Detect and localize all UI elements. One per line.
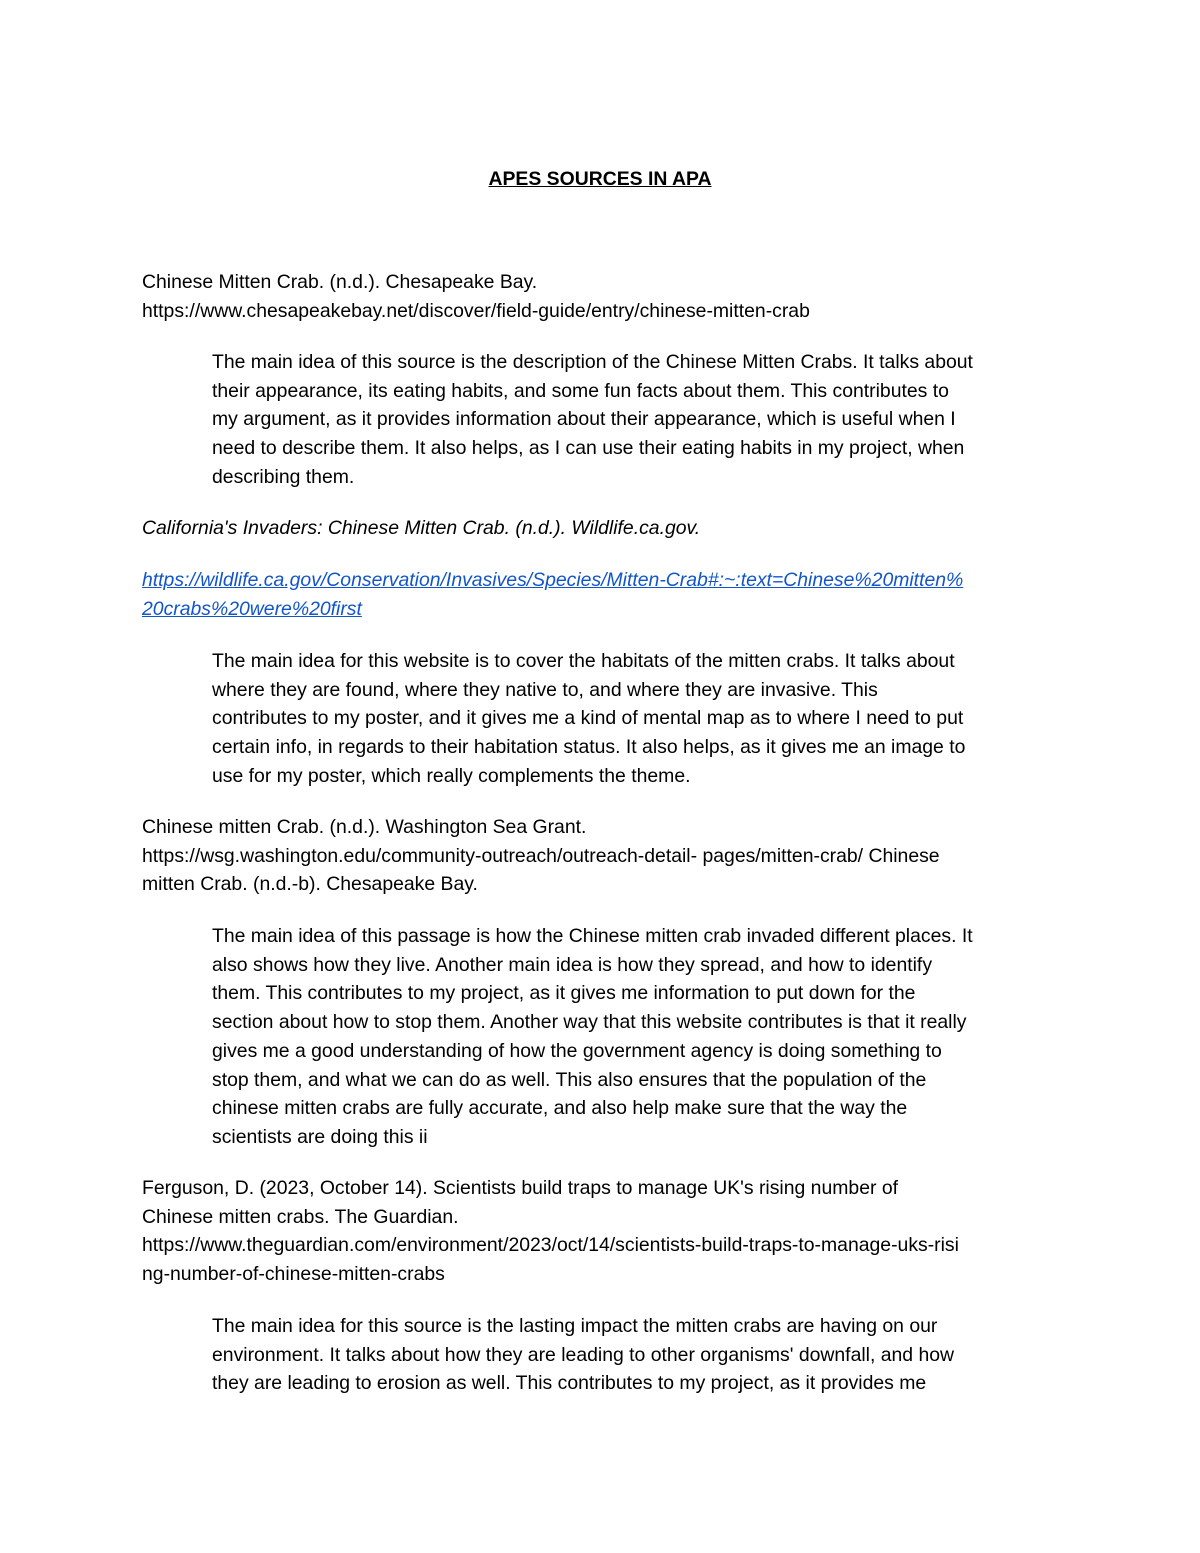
- citation-url: https://www.theguardian.com/environment/2023/oct/14/scientists-build-traps-to-manage-uks-risi: [142, 1234, 959, 1257]
- citation-url: ng-number-of-chinese-mitten-crabs: [142, 1263, 445, 1286]
- citation-url: https://wsg.washington.edu/community-outreach/outreach-detail- pages/mitten-crab/ Chinese: [142, 844, 940, 867]
- page-title: APES SOURCES IN APA: [488, 168, 712, 190]
- citation-2: California's Invaders: Chinese Mitten Crab. (n.d.). Wildlife.ca.gov.: [142, 517, 701, 539]
- summary-line: where they are found, where they native to, and where they are invasive. This: [212, 678, 878, 701]
- summary-line: they are leading to erosion as well. This contributes to my project, as it provides me: [212, 1372, 927, 1395]
- summary-line: certain info, in regards to their habitation status. It also helps, as it gives me an image to: [212, 736, 966, 759]
- citation-1: [142, 268, 1072, 325]
- summary-line: also shows how they live. Another main idea is how they spread, and how to identify: [212, 953, 933, 976]
- summary-line: gives me a good understanding of how the government agency is doing something to: [212, 1039, 942, 1062]
- summary-line: environment. It talks about how they are leading to other organisms' downfall, and how: [212, 1343, 955, 1366]
- summary-line: stop them, and what we can do as well. This also ensures that the population of the: [212, 1068, 927, 1091]
- citation-line: Chinese Mitten Crab. (n.d.). Chesapeake Bay.: [142, 271, 538, 293]
- summary-line: need to describe them. It also helps, as I can use their eating habits in my project, when: [212, 437, 965, 460]
- summary-1: [212, 348, 1072, 492]
- citation-line: Ferguson, D. (2023, October 14). Scientists build traps to manage UK's rising number of: [142, 1177, 898, 1199]
- summary-line: The main idea of this passage is how the Chinese mitten crab invaded different places. It: [212, 925, 973, 947]
- summary-line: section about how to stop them. Another way that this website contributes is that it really: [212, 1011, 967, 1034]
- summary-2: [212, 647, 1072, 791]
- citation-3: [142, 813, 1072, 899]
- source-link[interactable]: 20crabs%20were%20first: [142, 597, 362, 620]
- source-link[interactable]: https://wildlife.ca.gov/Conservation/Invasives/Species/Mitten-Crab#:~:text=Chinese%20mitten%: [142, 569, 964, 591]
- summary-line: my argument, as it provides information about their appearance, which is useful when I: [212, 408, 956, 431]
- summary-line: The main idea for this website is to cover the habitats of the mitten crabs. It talks about: [212, 650, 955, 672]
- citation-url: https://www.chesapeakebay.net/discover/field-guide/entry/chinese-mitten-crab: [142, 299, 810, 322]
- summary-line: The main idea for this source is the lasting impact the mitten crabs are having on our: [212, 1315, 938, 1337]
- summary-3: [212, 922, 1072, 1152]
- summary-line: chinese mitten crabs are fully accurate, and also help make sure that the way the: [212, 1097, 908, 1120]
- citation-2-link[interactable]: [142, 566, 1072, 623]
- summary-line: contributes to my poster, and it gives me a kind of mental map as to where I need to put: [212, 707, 964, 730]
- citation-line: mitten Crab. (n.d.-b). Chesapeake Bay.: [142, 873, 478, 896]
- citation-line: Chinese mitten Crab. (n.d.). Washington Sea Grant.: [142, 816, 587, 838]
- summary-line: them. This contributes to my project, as it gives me information to put down for the: [212, 982, 916, 1005]
- citation-line: Chinese mitten crabs. The Guardian.: [142, 1205, 459, 1228]
- summary-line: The main idea of this source is the description of the Chinese Mitten Crabs. It talks about: [212, 351, 973, 373]
- summary-line: use for my poster, which really complements the theme.: [212, 764, 691, 787]
- summary-line: describing them.: [212, 465, 355, 488]
- summary-line: scientists are doing this ii: [212, 1125, 428, 1148]
- citation-4: [142, 1174, 1072, 1289]
- summary-line: their appearance, its eating habits, and some fun facts about them. This contributes to: [212, 379, 949, 402]
- summary-4: [212, 1312, 1072, 1398]
